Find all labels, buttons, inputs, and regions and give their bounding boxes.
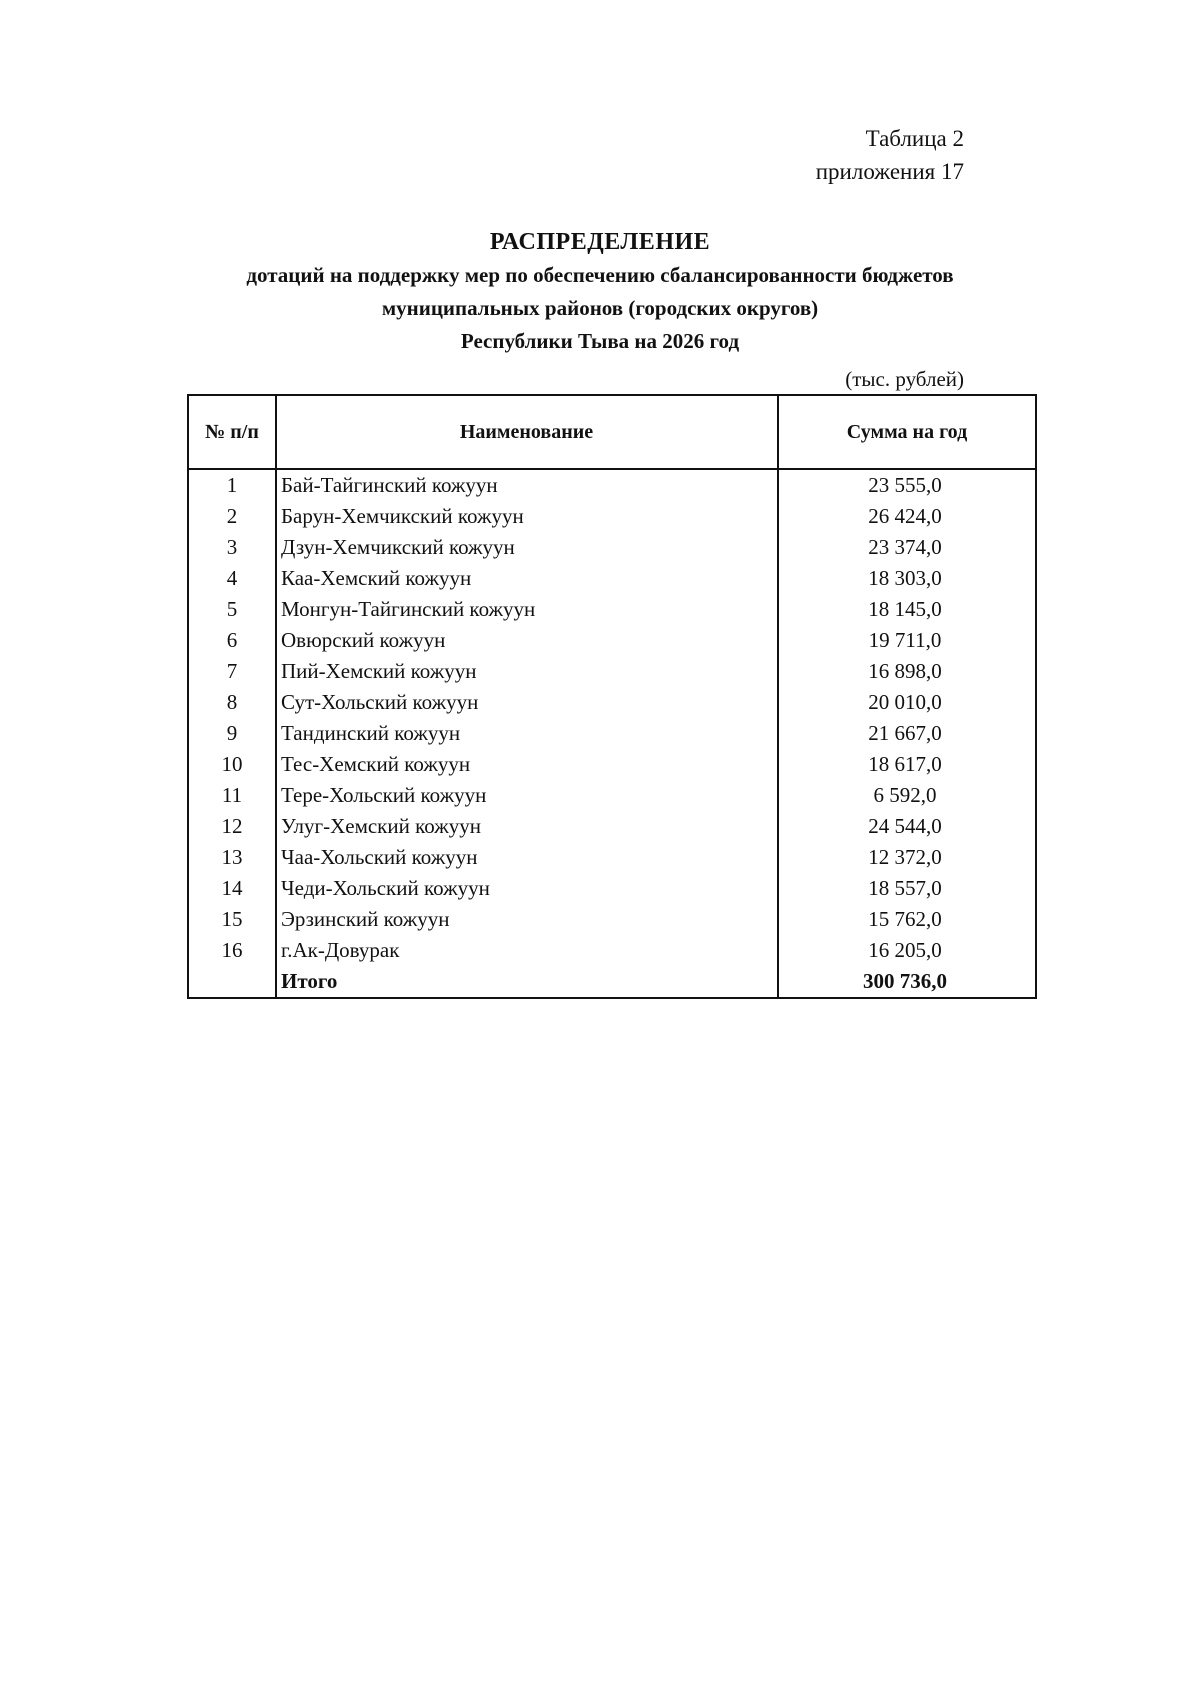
header-name: Наименование — [276, 395, 778, 469]
table-row — [188, 780, 1036, 811]
table-row — [188, 873, 1036, 904]
table-row — [188, 718, 1036, 749]
header-number: № п/п — [188, 395, 276, 469]
row-number: 15 — [188, 904, 276, 935]
row-sum-value: 23 374,0 — [868, 535, 942, 559]
row-sum — [778, 718, 1036, 749]
row-sum-value: 21 667,0 — [868, 721, 942, 745]
row-number: 2 — [188, 501, 276, 532]
row-number: 8 — [188, 687, 276, 718]
appendix-number-label: приложения 17 — [815, 159, 964, 184]
row-sum-value: 6 592,0 — [873, 783, 937, 807]
row-sum-value: 23 555,0 — [868, 473, 942, 497]
table-header-row — [188, 395, 1036, 469]
row-number: 6 — [188, 625, 276, 656]
row-number: 1 — [188, 469, 276, 501]
table-row — [188, 469, 1036, 501]
row-name: Тес-Хемский кожуун — [276, 749, 778, 780]
row-sum — [778, 532, 1036, 563]
row-name: Монгун-Тайгинский кожуун — [276, 594, 778, 625]
row-sum — [778, 842, 1036, 873]
row-sum-value: 12 372,0 — [868, 845, 942, 869]
row-number: 16 — [188, 935, 276, 966]
table-row — [188, 811, 1036, 842]
row-sum-value: 15 762,0 — [868, 907, 942, 931]
row-sum — [778, 469, 1036, 501]
row-sum — [778, 811, 1036, 842]
total-number — [188, 966, 276, 998]
table-number-label: Таблица 2 — [865, 126, 964, 151]
table-row — [188, 935, 1036, 966]
table-row — [188, 687, 1036, 718]
row-sum-value: 20 010,0 — [868, 690, 942, 714]
units-label: (тыс. рублей) — [845, 367, 964, 391]
row-sum — [778, 935, 1036, 966]
row-sum-value: 16 205,0 — [868, 938, 942, 962]
row-name: г.Ак-Довурак — [276, 935, 778, 966]
row-sum-value: 18 145,0 — [868, 597, 942, 621]
row-name: Улуг-Хемский кожуун — [276, 811, 778, 842]
row-number: 10 — [188, 749, 276, 780]
table-body — [188, 469, 1036, 998]
row-sum-value: 24 544,0 — [868, 814, 942, 838]
row-number: 9 — [188, 718, 276, 749]
document-title: РАСПРЕДЕЛЕНИЕ — [489, 229, 711, 255]
row-sum — [778, 687, 1036, 718]
row-name: Тере-Хольский кожуун — [276, 780, 778, 811]
row-sum-value: 16 898,0 — [868, 659, 942, 683]
row-sum — [778, 780, 1036, 811]
row-name: Чаа-Хольский кожуун — [276, 842, 778, 873]
table-row — [188, 625, 1036, 656]
table-row — [188, 563, 1036, 594]
row-name: Сут-Хольский кожуун — [276, 687, 778, 718]
row-name: Эрзинский кожуун — [276, 904, 778, 935]
row-number: 12 — [188, 811, 276, 842]
row-sum-value: 19 711,0 — [868, 628, 942, 652]
row-name: Чеди-Хольский кожуун — [276, 873, 778, 904]
row-number: 5 — [188, 594, 276, 625]
row-name: Пий-Хемский кожуун — [276, 656, 778, 687]
row-name: Бай-Тайгинский кожуун — [276, 469, 778, 501]
document-heading — [0, 225, 1200, 358]
total-sum-value: 300 736,0 — [863, 969, 947, 993]
row-sum — [778, 625, 1036, 656]
row-name: Барун-Хемчикский кожуун — [276, 501, 778, 532]
row-number: 14 — [188, 873, 276, 904]
row-number: 13 — [188, 842, 276, 873]
row-sum — [778, 904, 1036, 935]
table-row — [188, 749, 1036, 780]
row-number: 11 — [188, 780, 276, 811]
row-name: Овюрский кожуун — [276, 625, 778, 656]
row-name: Тандинский кожуун — [276, 718, 778, 749]
row-sum — [778, 501, 1036, 532]
table-row — [188, 501, 1036, 532]
row-sum — [778, 656, 1036, 687]
row-sum — [778, 563, 1036, 594]
table-row — [188, 842, 1036, 873]
row-name: Дзун-Хемчикский кожуун — [276, 532, 778, 563]
row-sum-value: 26 424,0 — [868, 504, 942, 528]
subtitle-line-3: Республики Тыва на 2026 год — [460, 329, 740, 353]
table-row — [188, 656, 1036, 687]
row-sum — [778, 873, 1036, 904]
row-number: 3 — [188, 532, 276, 563]
total-sum — [778, 966, 1036, 998]
row-sum-value: 18 303,0 — [868, 566, 942, 590]
table-row — [188, 594, 1036, 625]
table-row — [188, 904, 1036, 935]
subtitle-line-1: дотаций на поддержку мер по обеспечению сбалансированности бюджетов — [246, 263, 954, 287]
header-sum: Сумма на год — [778, 395, 1036, 469]
total-label: Итого — [276, 966, 778, 998]
total-row — [188, 966, 1036, 998]
row-number: 7 — [188, 656, 276, 687]
row-number: 4 — [188, 563, 276, 594]
table-reference — [816, 122, 964, 188]
table-row — [188, 532, 1036, 563]
row-sum — [778, 749, 1036, 780]
subtitle-line-2: муниципальных районов (городских округов) — [381, 296, 819, 320]
distribution-table — [187, 394, 1037, 999]
row-sum-value: 18 617,0 — [868, 752, 942, 776]
row-sum-value: 18 557,0 — [868, 876, 942, 900]
row-name: Каа-Хемский кожуун — [276, 563, 778, 594]
row-sum — [778, 594, 1036, 625]
